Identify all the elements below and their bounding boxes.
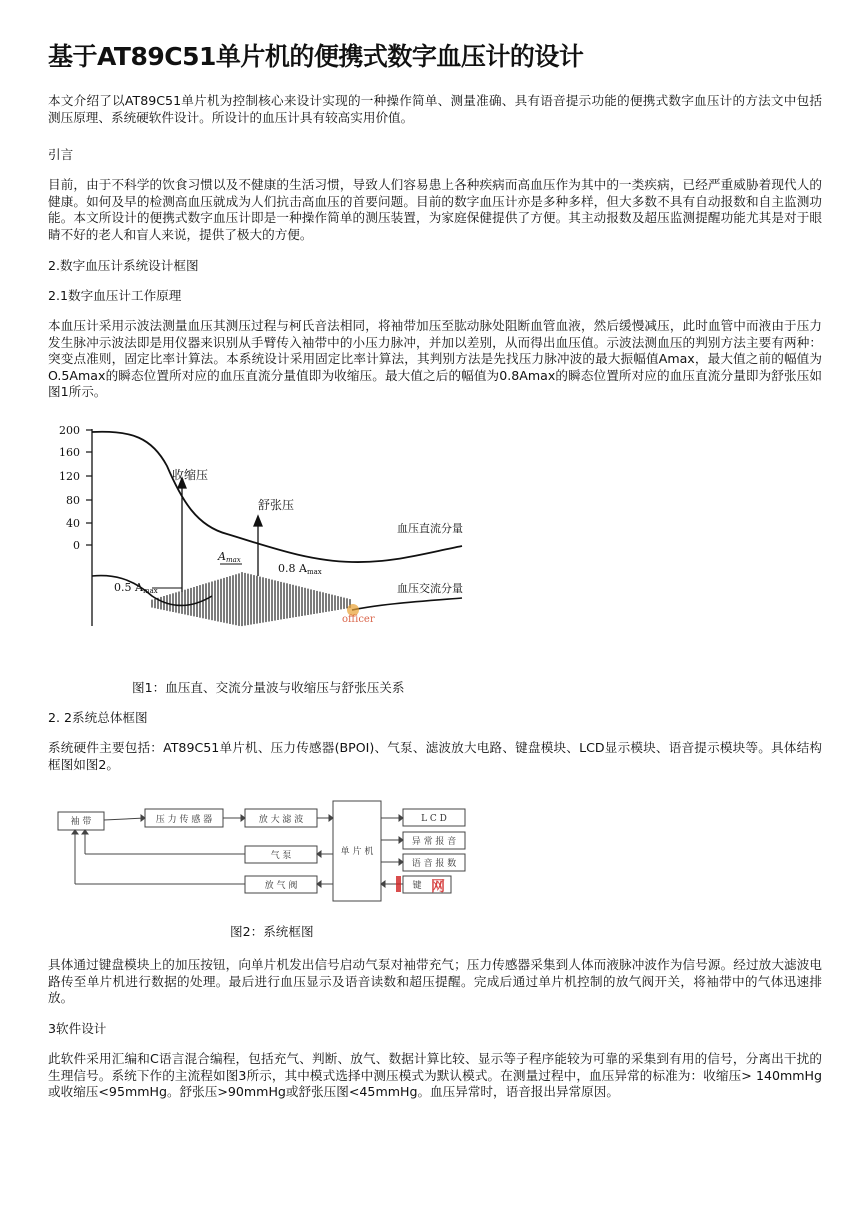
- figure-2-caption: 图2：系统框图: [230, 924, 314, 939]
- label-lcd: L C D: [421, 814, 447, 824]
- label-dc-component: 血压直流分量: [397, 522, 463, 535]
- label-voice: 语 音 报 数: [411, 859, 457, 869]
- y-tick-label: 40: [66, 517, 80, 530]
- systolic-arrow: [178, 478, 186, 592]
- abstract-paragraph: 本文介绍了以AT89C51单片机为控制核心来设计实现的一种操作简单、测量准确、具有语音提示功能的便携式数字血压计的方法文中包括测压原理、系统硬软件设计。所设计的血压计具有较高实用价值。: [48, 93, 822, 125]
- heading-section-3: 3软件设计: [48, 1021, 107, 1036]
- y-tick-label: 0: [73, 539, 80, 552]
- watermark-text: 网: [431, 879, 445, 895]
- figure-1-caption: 图1：血压直、交流分量波与收缩压与舒张压关系: [132, 680, 405, 695]
- article-title: 基于AT89C51单片机的便携式数字血压计的设计: [48, 42, 584, 71]
- label-key: 键: [412, 881, 422, 891]
- intro-paragraph: 目前，由于不科学的饮食习惯以及不健康的生活习惯，导致人们容易患上各种疾病而高血压作为其中的一类疾病，已经严重威胁着现代人的健康。如何及早的检测高血压就成为人们抗击高血压的首要问题。目前的数字血压计亦是多种多样，但大多数不具有自动报数和自主监测功能。本文所设计的便携式数字血压计即是一种操作简单的测压装置，为家庭保健提供了方便。其主动报数及超压监测提醒功能尤其是对于眼睛不好的老人和盲人来说，提供了极大的方便。: [48, 177, 822, 242]
- label-valve: 放 气 阀: [264, 881, 298, 891]
- label-ac-component: 血压交流分量: [397, 582, 463, 595]
- label-08-amax: 0.8 Amax: [278, 562, 322, 576]
- heading-section-2: 2.数字血压计系统设计框图: [48, 258, 199, 273]
- label-systolic: 收缩压: [172, 468, 209, 482]
- watermark-text: officer: [342, 614, 375, 625]
- principle-paragraph: 本血压计采用示波法测量血压其测压过程与柯氏音法相同，将袖带加压至肱动脉处阻断血管血液，然后缓慢减压，此时血管中而液由于压力发生脉冲示波法即是用仪器来识别从手臂传入袖带中的小压力脉冲，并加以差别，从而得出血压值。示波法测血压的判别方法主要有两种：突变点准则，固定比率计算法。本系统设计采用固定比率计算法，其判别方法是先找压力脉冲波的最大振幅值Amax，最大值之前的幅值为O.5Amax的瞬态位置所对应的血压直流分量值即为收缩压。最大值之后的幅值为0.8Amax的瞬态位置所对应的血压直流分量即为舒张压如图1所示。: [48, 318, 822, 399]
- hardware-paragraph: 系统硬件主要包括：AT89C51单片机、压力传感器(BPOI)、气泵、滤波放大电路、键盘模块、LCD显示模块、语音提示模块等。具体结构框图如图2。: [48, 740, 822, 772]
- y-tick-label: 80: [66, 494, 80, 507]
- heading-intro: 引言: [48, 147, 74, 162]
- y-tick-label: 200: [59, 424, 80, 437]
- dc-component-curve: [92, 432, 462, 562]
- label-alarm: 异 常 报 音: [411, 837, 457, 847]
- label-diastolic: 舒张压: [258, 498, 295, 512]
- label-sensor: 压 力 传 感 器: [155, 815, 213, 825]
- heading-section-2-2: 2. 2系统总体框图: [48, 710, 148, 725]
- y-tick-label: 120: [59, 470, 80, 483]
- operation-paragraph: 具体通过键盘模块上的加压按钮，向单片机发出信号启动气泵对袖带充气；压力传感器采集到人体而液脉冲波作为信号源。经过放大滤波电路传至单片机进行数据的处理。最后进行血压显示及语音读数和超压提醒。完成后通过单片机控制的放气阀开关，将袖带中的气体迅速排放。: [48, 957, 822, 1005]
- software-paragraph: 此软件采用汇编和C语言混合编程，包括充气、判断、放气、数据计算比较、显示等子程序能较为可靠的采集到有用的信号，分离出干扰的生理信号。系统下作的主流程如图3所示，其中模式选择中测压模式为默认模式。在测量过程中，血压异常的标准为：收缩压> 140mmHg或收缩压<95mmHg。舒张压>90mmHg或舒张压图<45mmHg。血压异常时，语音报出异常原因。: [48, 1051, 822, 1099]
- label-mcu: 单 片 机: [340, 847, 374, 857]
- figure-1-waveform: [52, 416, 482, 661]
- label-amax: Amax: [218, 550, 241, 564]
- y-tick-label: 160: [59, 446, 80, 459]
- y-ticks: [86, 430, 92, 545]
- label-half-amax: 0.5 Amax: [114, 581, 158, 595]
- label-pump: 气 泵: [270, 851, 292, 861]
- figure-2-block-diagram: [55, 796, 475, 916]
- heading-section-2-1: 2.1数字血压计工作原理: [48, 288, 182, 303]
- label-cuff: 袖 带: [70, 817, 92, 827]
- diastolic-arrow: [254, 516, 262, 576]
- label-amp: 放 大 滤 波: [258, 815, 304, 825]
